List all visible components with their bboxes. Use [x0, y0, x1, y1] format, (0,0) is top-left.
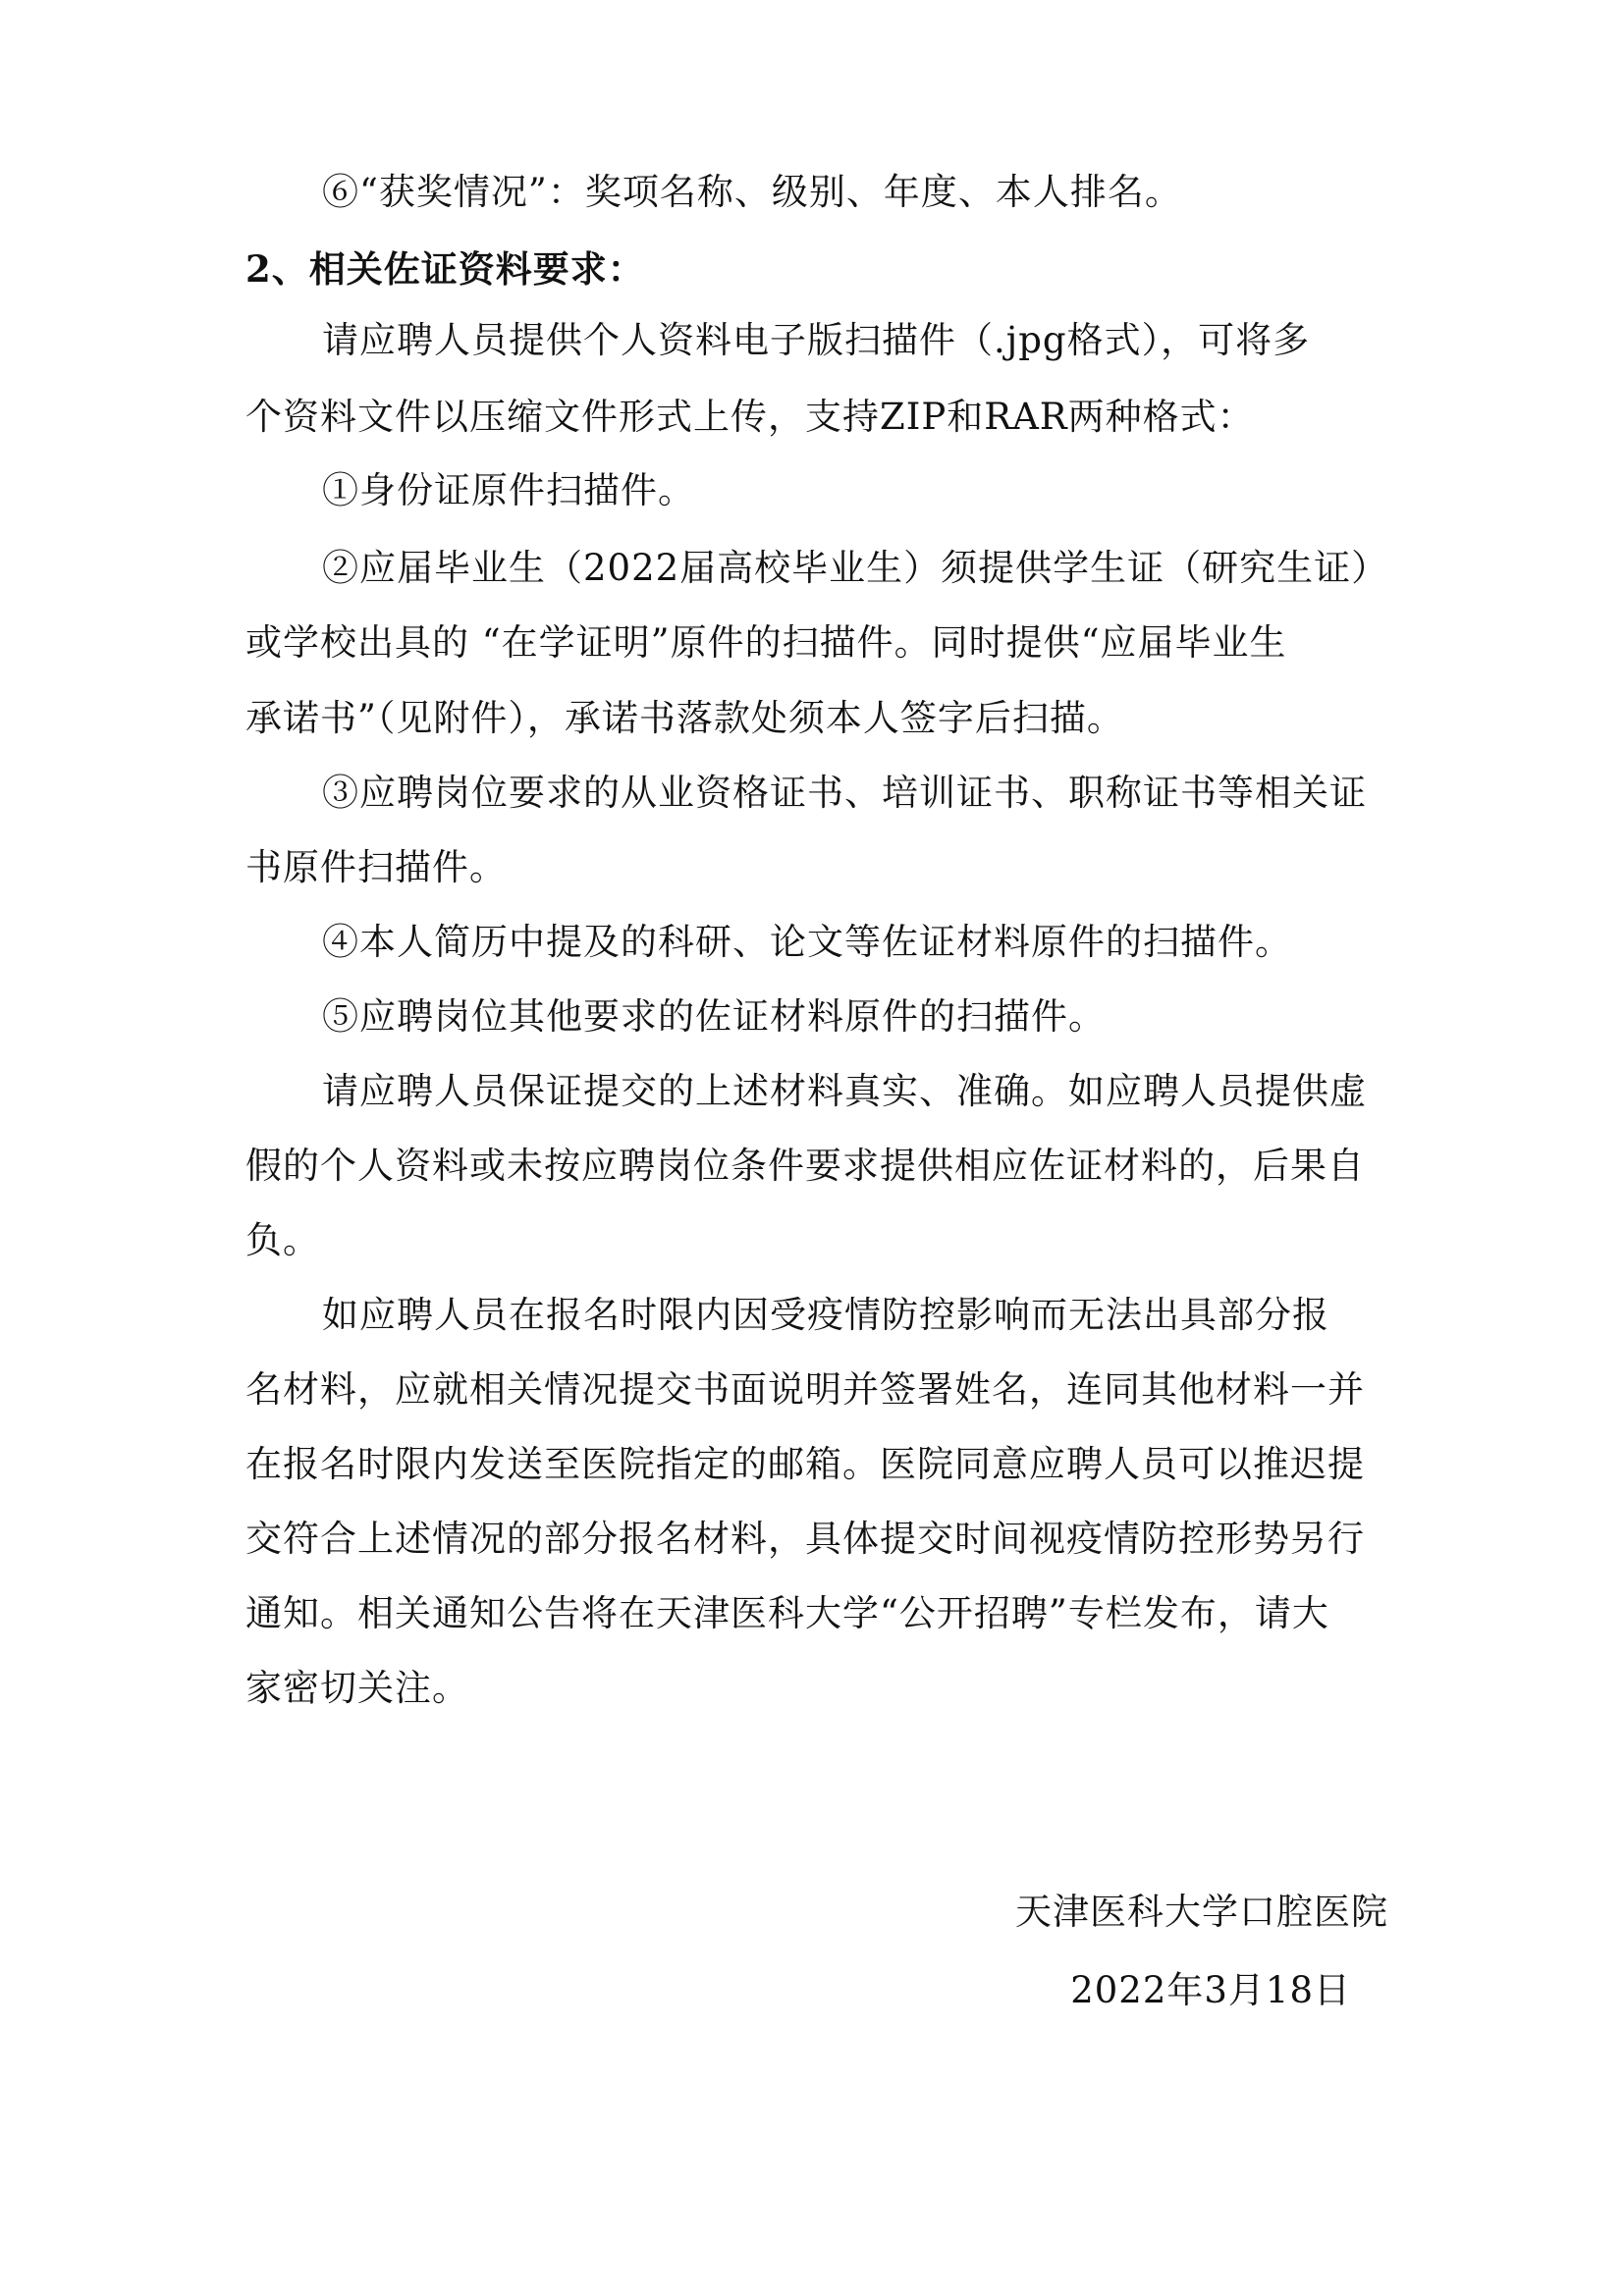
paragraph-line: 如应聘人员在报名时限内因受疫情防控影响而无法出具部分报	[322, 1294, 1329, 1336]
paragraph-line: 通知。相关通知公告将在天津医科大学“公开招聘”专栏发布，请大	[245, 1592, 1329, 1634]
paragraph-line: 在报名时限内发送至医院指定的邮箱。医院同意应聘人员可以推迟提	[245, 1443, 1365, 1485]
paragraph-line: 承诺书”（见附件），承诺书落款处须本人签字后扫描。	[245, 697, 1124, 739]
list-item-research-papers: ④本人简历中提及的科研、论文等佐证材料原件的扫描件。	[322, 921, 1292, 963]
paragraph-line: 负。	[245, 1219, 320, 1261]
line-award-info: ⑥“获奖情况”：奖项名称、级别、年度、本人排名。	[322, 171, 1182, 213]
paragraph-line: 名材料，应就相关情况提交书面说明并签署姓名，连同其他材料一并	[245, 1368, 1365, 1411]
paragraph-line: 家密切关注。	[245, 1667, 469, 1709]
section-heading-supporting-materials: 2、相关佐证资料要求：	[245, 247, 645, 291]
list-item-id-card: ①身份证原件扫描件。	[322, 469, 695, 511]
paragraph-line: 个资料文件以压缩文件形式上传，支持ZIP和RAR两种格式：	[245, 396, 1255, 438]
paragraph-line: 请应聘人员保证提交的上述材料真实、准确。如应聘人员提供虚	[322, 1070, 1367, 1112]
paragraph-line: 假的个人资料或未按应聘岗位条件要求提供相应佐证材料的，后果自	[245, 1145, 1365, 1187]
paragraph-line: 请应聘人员提供个人资料电子版扫描件（.jpg格式），可将多	[322, 319, 1311, 361]
list-item-certificates: ③应聘岗位要求的从业资格证书、培训证书、职称证书等相关证	[322, 772, 1367, 814]
signature-date: 2022年3月18日	[1070, 1969, 1351, 2011]
signature-organization: 天津医科大学口腔医院	[1015, 1891, 1388, 1933]
paragraph-line: 交符合上述情况的部分报名材料，具体提交时间视疫情防控形势另行	[245, 1518, 1365, 1560]
paragraph-line: 书原件扫描件。	[245, 846, 507, 888]
list-item-other-materials: ⑤应聘岗位其他要求的佐证材料原件的扫描件。	[322, 995, 1106, 1038]
paragraph-line: 或学校出具的 “在学证明”原件的扫描件。同时提供“应届毕业生	[245, 621, 1287, 664]
list-item-graduates: ②应届毕业生（2022届高校毕业生）须提供学生证（研究生证）	[322, 547, 1389, 589]
